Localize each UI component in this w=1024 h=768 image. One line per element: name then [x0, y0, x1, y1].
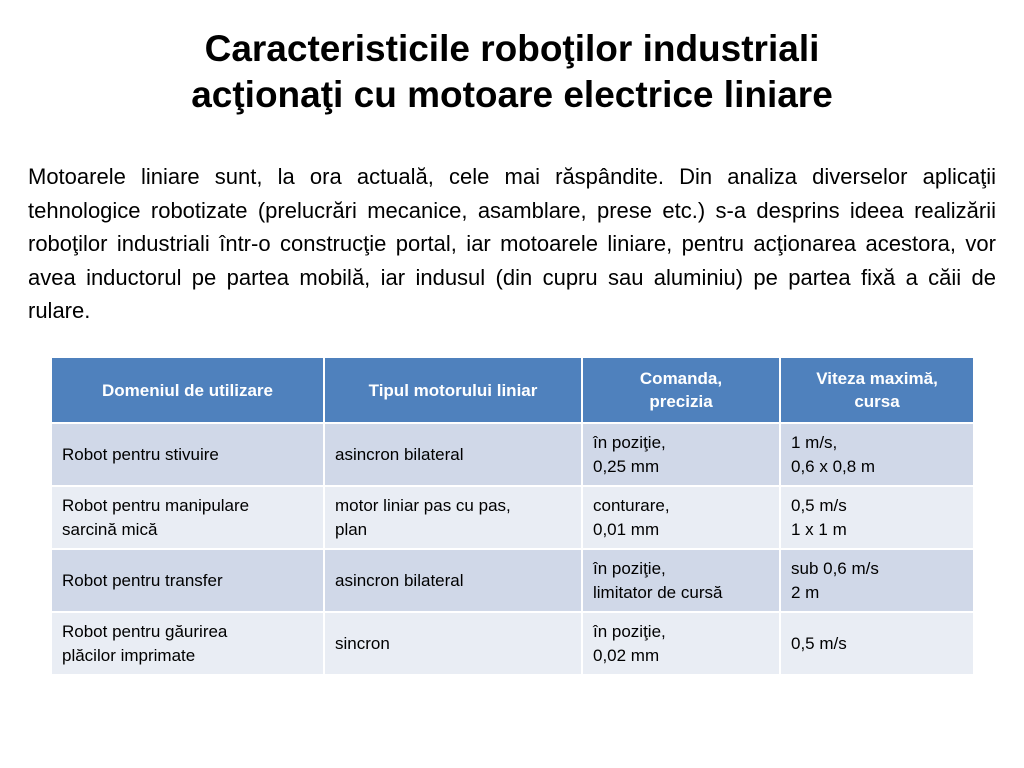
cell-text: Robot pentru stivuire — [62, 444, 219, 464]
cell-text: 0,6 x 0,8 m — [791, 456, 876, 476]
cell-text: în poziţie, — [593, 432, 666, 452]
table-row — [51, 486, 974, 549]
header-comanda — [582, 357, 780, 423]
cell-text: motor liniar pas cu pas, — [335, 495, 511, 515]
header-text: cursa — [854, 392, 900, 411]
header-domeniul — [51, 357, 324, 423]
cell-viteza — [780, 549, 974, 612]
header-tipul-motorului — [324, 357, 582, 423]
cell-text: limitator de cursă — [593, 582, 723, 602]
table-header-row — [51, 357, 974, 423]
cell-domeniul — [51, 423, 324, 486]
cell-tipul — [324, 486, 582, 549]
cell-tipul — [324, 549, 582, 612]
slide-title — [40, 26, 984, 118]
cell-text: 0,5 m/s — [791, 495, 847, 515]
cell-text: în poziţie, — [593, 621, 666, 641]
header-viteza — [780, 357, 974, 423]
cell-text: 2 m — [791, 582, 820, 602]
cell-text: sub 0,6 m/s — [791, 558, 879, 578]
cell-tipul — [324, 423, 582, 486]
cell-text: 0,5 m/s — [791, 633, 847, 653]
cell-comanda — [582, 486, 780, 549]
cell-comanda — [582, 612, 780, 675]
table-row — [51, 612, 974, 675]
cell-text: 0,02 mm — [593, 645, 660, 665]
header-text: Comanda, — [639, 369, 723, 388]
header-text: precizia — [649, 392, 713, 411]
header-text: Viteza maximă, — [816, 369, 938, 388]
cell-tipul — [324, 612, 582, 675]
cell-text: 1 x 1 m — [791, 519, 847, 539]
cell-viteza — [780, 612, 974, 675]
table-row — [51, 549, 974, 612]
cell-comanda — [582, 549, 780, 612]
intro-paragraph: Motoarele liniare sunt, la ora actuală, cele mai răspândite. Din analiza diverselor aplicaţii tehnologice robotizate (prelucrări mecanice, asamblare, prese etc.) s-a desprins ideea realizării roboţilor industriali într-o construcţie portal, iar motoarele liniare, pentru acţionarea acestora, vor avea inductorul pe partea mobilă, iar indusul (din cupru sau aluminiu) pe partea fixă a căii de rulare. — [28, 164, 996, 323]
cell-domeniul — [51, 549, 324, 612]
cell-text: sarcină mică — [62, 519, 158, 539]
cell-text: Robot pentru transfer — [62, 570, 223, 590]
cell-text: în poziţie, — [593, 558, 666, 578]
cell-text: plan — [335, 519, 368, 539]
cell-text: conturare, — [593, 495, 670, 515]
cell-viteza — [780, 486, 974, 549]
header-text: Domeniul de utilizare — [102, 380, 273, 400]
header-text: Tipul motorului liniar — [368, 380, 538, 400]
cell-domeniul — [51, 486, 324, 549]
cell-text: 1 m/s, — [791, 432, 838, 452]
cell-text: asincron bilateral — [335, 444, 464, 464]
cell-comanda — [582, 423, 780, 486]
cell-domeniul — [51, 612, 324, 675]
cell-text: 0,25 mm — [593, 456, 660, 476]
cell-text: asincron bilateral — [335, 570, 464, 590]
cell-viteza — [780, 423, 974, 486]
characteristics-table — [50, 356, 975, 676]
cell-text: 0,01 mm — [593, 519, 660, 539]
cell-text: Robot pentru găurirea — [62, 621, 228, 641]
slide-title-line-2: acţionaţi cu motoare electrice liniare — [191, 74, 833, 115]
cell-text: plăcilor imprimate — [62, 645, 196, 665]
cell-text: sincron — [335, 633, 390, 653]
slide-title-line-1: Caracteristicile roboţilor industriali — [204, 28, 820, 69]
table-row — [51, 423, 974, 486]
cell-text: Robot pentru manipulare — [62, 495, 250, 515]
